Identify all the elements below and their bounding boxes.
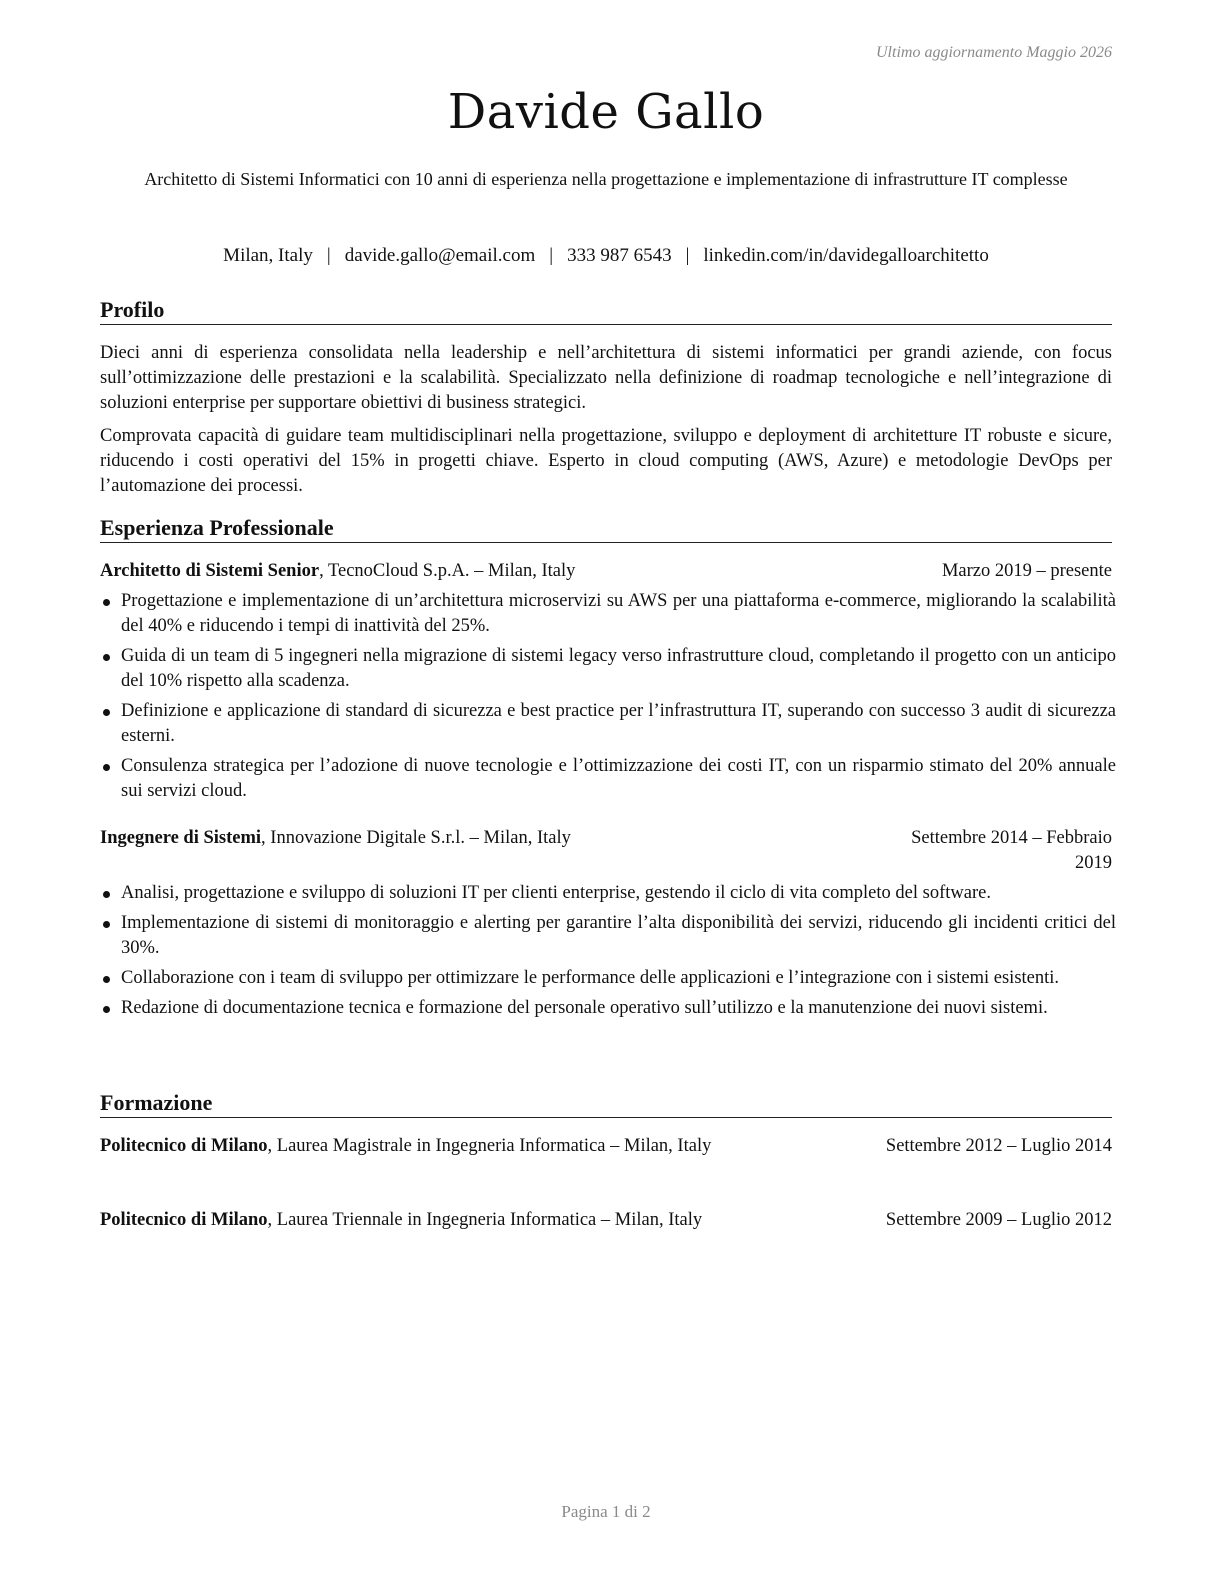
job-company: , TecnoCloud S.p.A. – Milan, Italy (319, 561, 576, 581)
education-school: Politecnico di Milano (100, 1210, 268, 1230)
bullet-icon (103, 976, 110, 983)
section-title-education: Formazione (100, 1090, 1112, 1118)
bullet-icon (103, 1006, 110, 1013)
contact-line (100, 245, 1112, 267)
job-dates: Marzo 2019 – presente (941, 561, 1112, 581)
candidate-headline: Architetto di Sistemi Informatici con 10 anni di esperienza nella progettazione e implementazione di infrastrutture IT complesse (144, 169, 1068, 189)
list-item: Guida di un team di 5 ingegneri nella migrazione di sistemi legacy verso infrastrutture cloud, completando il progetto con un anticipo del 10% rispetto alla scadenza. (100, 644, 1116, 694)
education-school: Politecnico di Milano (100, 1136, 268, 1156)
contact-location: Milan, Italy (223, 245, 313, 266)
education-dates: Settembre 2012 – Luglio 2014 (885, 1136, 1112, 1156)
education-degree: , Laurea Triennale in Ingegneria Informatica – Milan, Italy (267, 1210, 703, 1230)
job-role: Architetto di Sistemi Senior (100, 561, 320, 581)
section-title-profile: Profilo (100, 297, 1112, 325)
list-item: Implementazione di sistemi di monitoraggio e alerting per garantire l’alta disponibilità dei servizi, riducendo gli incidenti critici del 30%. (100, 911, 1116, 961)
list-item: Consulenza strategica per l’adozione di nuove tecnologie e l’ottimizzazione dei costi IT, con un risparmio stimato del 20% annuale sui servizi cloud. (100, 754, 1116, 804)
contact-separator: | (326, 245, 331, 266)
education-title-line (100, 1134, 711, 1159)
list-item: Definizione e applicazione di standard di sicurezza e best practice per l’infrastruttura IT, superando con successo 3 audit di sicurezza esterni. (100, 699, 1116, 749)
section-title-experience: Esperienza Professionale (100, 515, 1112, 543)
list-item: Analisi, progettazione e sviluppo di soluzioni IT per clienti enterprise, gestendo il ciclo di vita completo del software. (100, 881, 1116, 906)
bullet-icon (103, 709, 110, 716)
education-dates: Settembre 2009 – Luglio 2012 (885, 1210, 1112, 1230)
contact-email[interactable]: davide.gallo@email.com (344, 245, 536, 266)
contact-separator: | (685, 245, 690, 266)
profile-paragraph: Comprovata capacità di guidare team multidisciplinari nella progettazione, sviluppo e deployment di architetture IT robuste e sicure, riducendo i costi operativi del 15% in progetti chiave. Esperto in cloud computing (AWS, Azure) e metodologie DevOps per l’automazione dei processi. (100, 426, 1112, 496)
job-company: , Innovazione Digitale S.r.l. – Milan, Italy (261, 828, 571, 848)
last-updated-note: Ultimo aggiornamento Maggio 2026 (876, 44, 1112, 61)
job-bullet-list (100, 881, 1116, 1026)
job-role: Ingegnere di Sistemi (100, 828, 262, 848)
contact-phone: 333 987 6543 (567, 245, 672, 266)
bullet-icon (103, 891, 110, 898)
education-title-line (100, 1208, 702, 1233)
job-bullet-list (100, 589, 1116, 809)
resume-page (100, 0, 1116, 1584)
bullet-icon (103, 599, 110, 606)
bullet-icon (103, 764, 110, 771)
list-item: Collaborazione con i team di sviluppo per ottimizzare le performance delle applicazioni e l’integrazione con i sistemi esistenti. (100, 966, 1116, 991)
bullet-icon (103, 921, 110, 928)
list-item: Redazione di documentazione tecnica e formazione del personale operativo sull’utilizzo e la manutenzione dei nuovi sistemi. (100, 996, 1116, 1021)
bullet-icon (103, 654, 110, 661)
job-dates: Settembre 2014 – Febbraio 2019 (911, 828, 1112, 873)
job-title-line (100, 559, 575, 584)
page-number: Pagina 1 di 2 (561, 1502, 651, 1521)
profile-paragraph: Dieci anni di esperienza consolidata nella leadership e nell’architettura di sistemi informatici per grandi aziende, con focus sull’ottimizzazione delle prestazioni e la scalabilità. Specializzato nella definizione di roadmap tecnologiche e nell’integrazione di soluzioni enterprise per supportare obiettivi di business strategici. (100, 343, 1112, 413)
list-item: Progettazione e implementazione di un’architettura microservizi su AWS per una piattaforma e-commerce, migliorando la scalabilità del 40% e riducendo i tempi di inattività del 25%. (100, 589, 1116, 639)
candidate-name: Davide Gallo (447, 84, 765, 140)
job-title-line (100, 826, 571, 851)
contact-separator: | (549, 245, 554, 266)
education-degree: , Laurea Magistrale in Ingegneria Informatica – Milan, Italy (267, 1136, 712, 1156)
contact-linkedin[interactable]: linkedin.com/in/davidegalloarchitetto (703, 245, 989, 266)
